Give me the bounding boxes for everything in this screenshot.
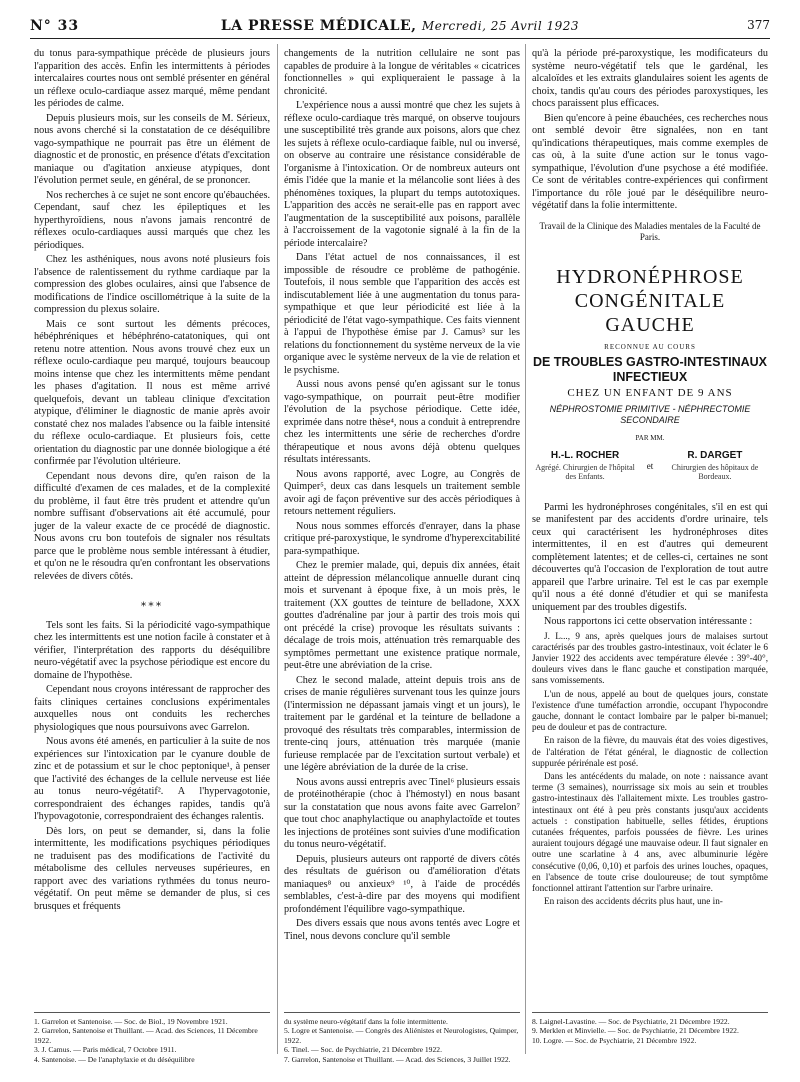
article-patient: CHEZ UN ENFANT DE 9 ANS bbox=[567, 387, 733, 399]
footnote: 8. Laignel-Lavastine. — Soc. de Psychiatrie, 21 Décembre 1922. bbox=[532, 1017, 730, 1026]
paragraph: L'expérience nous a aussi montré que chez les sujets à réflexe oculo-cardiaque très marqué, on observe toujours une susceptibilité très grande aux poisons, alors que chez les sujets à réflexe oculo-cardiaque faible, nul ou inversé, on observe au contraire une résistance considérable de l'organisme à l'intoxication. Or de nombreux auteurs ont émis l'idée que la manie et la mélancolie sont liées à des phénomènes toxiques, la plupart du temps autotoxiques. L'apparition des accès ne serait-elle pas en rapport avec l'augmentation de la susceptibilité aux poisons, parallèle à l'accroissement de la vagotonie signalé à la fin de la période intercalaire? bbox=[284, 100, 520, 249]
footnote: 1. Garrelon et Santenoise. — Soc. de Biol., 19 Novembre 1921. bbox=[34, 1017, 228, 1026]
page-number: 377 bbox=[747, 18, 770, 32]
paragraph: Nous rapportons ici cette observation intéressante : bbox=[544, 616, 753, 627]
paragraph: Nos recherches à ce sujet ne sont encore qu'ébauchées. Cependant, sauf chez les épileptiques et les hyperthyroïdiens, nous n'avons jamais rencontré de réflexes oculo-cardiaques aussi marqués que chez les périodiques. bbox=[34, 189, 270, 251]
observation-paragraph: J. L..., 9 ans, après quelques jours de malaises surtout caractérisés par des troubles gastro-intestinaux, voit éclater le 6 Janvier 1922 des accidents avec température élevée : 39°-40°, douleurs vives dans le flanc gauche et constipation marquée, sans vomissements. bbox=[532, 630, 768, 686]
footnote: 5. Logre et Santenoise. — Congrès des Aliénistes et Neurologistes, Quimper, 1922. bbox=[284, 1026, 519, 1045]
page-header bbox=[30, 18, 770, 40]
paragraph: Bien qu'encore à peine ébauchées, ces recherches nous ont semblé devoir être signalées, non en tant qu'indications thérapeutiques, mais comme exemples de cas où, à la suite d'une action sur le tonus vago-sympathique, l'évolution d'une psychose a été modifiée. Ce sont de véritables contre-expériences qui confirment l'importance du rôle joué par le déséquilibre neuro-végétatif dans la folie intermittente. bbox=[532, 112, 768, 211]
paragraph: Nous avons été amenés, en particulier à la suite de nos expériences sur l'intoxication par le cyanure double de zinc et de potassium et sur le choc peptonique¹, à penser que l'activité des échanges de la cellule nerveuse est liée au tonus neuro-végétatif². A l'hypervagotonie, correspondraient des échanges rapides, tandis qu'à l'hypovagotonie, correspondraient des échanges ralentis. bbox=[34, 736, 270, 822]
column-divider bbox=[277, 44, 278, 1054]
footnote: 3. J. Camus. — Paris médical, 7 Octobre 1911. bbox=[34, 1045, 177, 1055]
paragraph: Parmi les hydronéphroses congénitales, s'il en est qui se manifestent par des accidents d'ordre urinaire, tels ceux qui caractérisent les hydronéphroses dites intermittentes, il en est d'autres qui demeurent complètement latentes; et de celles-ci, certaines ne sont découvertes qu'à l'occasion de l'exploration de tout autre appareil que l'arbre urinaire. Tel est le cas par exemple qu'il nous a été donné d'étudier et qui se manifesta uniquement par des troubles digestifs. bbox=[532, 501, 768, 613]
journal-title bbox=[30, 18, 770, 34]
observation-paragraph: En raison des accidents décrits plus haut, une in- bbox=[544, 896, 723, 907]
author-role: Chirurgien des hôpitaux de Bordeaux. bbox=[671, 462, 759, 481]
article-par: PAR MM. bbox=[635, 433, 665, 442]
paragraph: Des divers essais que nous avons tentés avec Logre et Tinel, nous devons conclure qu'il semble bbox=[284, 918, 520, 942]
footnote: 6. Tinel. — Soc. de Psychiatrie, 21 Décembre 1922. bbox=[284, 1045, 442, 1055]
paragraph: Chez le premier malade, qui, depuis dix années, était atteint de dépression mélancolique annuelle durant cinq mois et survenant à époque fixe, à un mois près, le traitement (XX gouttes de teinture de belladone, XXX gouttes d'adrénaline par jour à partir des trois mois qui ont précédé la crise) provoque les résultats suivants : décalage de trois mois, atténuation très remarquable des symptômes permettant une existence pratique normale, peut-être une abréviation de la crise. bbox=[284, 560, 520, 671]
paragraph: Chez le second malade, atteint depuis trois ans de crises de manie régulières survenant tous les quinze jours (l'intermission ne dépassant jamais vingt et un jours), le traitement par le gardénal et la teinture de belladone a provoqué des résultats très comparables, intermission de trente-cinq jours, atténuation très marquée (manie furieuse remplacée par de l'excitation surtout verbale) et une légère abréviation de la durée de la crise. bbox=[284, 674, 520, 773]
paragraph: Dans l'état actuel de nos connaissances, il est impossible de résoudre ce problème de pathogénie. Toutefois, il nous semble que l'apparition des accès est indiscutablement liée à une augmentation du tonus para-sympathique et que leur périodicité est liée à la périodicité de l'état vago-sympathique. Ces faits viennent à l'appui de l'hypothèse émise par J. Camus³ sur les relations du fonctionnement du système nerveux de la vie organique avec le système nerveux de la vie de relation et le psychisme. bbox=[284, 252, 520, 376]
footnote: 9. Merklen et Minvielle. — Soc. de Psychiatrie, 21 Décembre 1922. bbox=[532, 1026, 739, 1036]
paragraph: changements de la nutrition cellulaire ne sont pas capables de produire à la longue de véritables « cicatrices fonctionnelles » qui expliqueraient le passage à la chronicité. bbox=[284, 48, 520, 97]
paragraph: Nous avons rapporté, avec Logre, au Congrès de Quimper⁵, deux cas dans lesquels un traitement semble avoir agi de façon préventive sur des accès périodiques à retours nettement réguliers. bbox=[284, 468, 520, 517]
institution-note: Travail de la Clinique des Maladies mentales de la Faculté de Paris. bbox=[539, 220, 761, 242]
paragraph: Cependant nous devons dire, qu'en raison de la difficulté d'examen de ces malades, et de la complexité du problème, il faut être très prudent et attendre qu'un nombre suffisant d'observations ait été accumulé, pour juger de la valeur exacte de ce procédé de diagnostic. Nous avons cru bon toutefois de signaler nos résultats parce que le problème nous semble intéressant à étudier, et qu'on ne le résoudra qu'en confrontant les observations relevées de divers côtés. bbox=[34, 470, 270, 582]
author-name: R. DARGET bbox=[687, 450, 743, 461]
footnote: 7. Garrelon, Santenoise et Thuillant. — Acad. des Sciences, 3 Juillet 1922. bbox=[284, 1054, 511, 1064]
article-procedure: NÉPHROSTOMIE PRIMITIVE - NÉPHRECTOMIE SECONDAIRE bbox=[549, 403, 751, 425]
author-rocher bbox=[532, 450, 638, 482]
journal-name: LA PRESSE MÉDICALE, bbox=[220, 18, 417, 34]
author-conjunction: et bbox=[646, 460, 654, 471]
authors bbox=[532, 450, 768, 482]
footnotes-middle bbox=[284, 1012, 520, 1064]
article-reconnue: RECONNUE AU COURS bbox=[604, 342, 696, 351]
author-darget bbox=[662, 450, 768, 482]
column-middle bbox=[284, 48, 520, 945]
paragraph: Nous avons aussi entrepris avec Tinel⁶ plusieurs essais de protéinothérapie (choc à l'hémostyl) en nous basant sur la constatation que nous avons faite avec Garrelon⁷ que tout choc anaphylactique ou anaphylactoïde et toutes les injections de protéines sont suivies d'une modification du tonus neuro-végétatif. bbox=[284, 776, 520, 850]
footnote: 2. Garrelon, Santenoise et Thuillant. — Acad. des Sciences, 11 Décembre 1922. bbox=[34, 1026, 258, 1045]
paragraph: Tels sont les faits. Si la périodicité vago-sympathique chez les intermittents est une notion facile à constater et à vérifier, l'interprétation des rapports du déséquilibre neuro-végétatif avec la psychose périodique est encore du domaine de l'hypothèse. bbox=[34, 619, 270, 681]
section-separator: ⁎⁎⁎ bbox=[140, 597, 164, 609]
issue-number: N° 33 bbox=[30, 18, 80, 34]
footnotes-right bbox=[532, 1012, 768, 1045]
paragraph: du tonus para-sympathique précède de plusieurs jours l'apparition des accès. Enfin les intermittents à périodes intercalaires courtes nous ont semblé présenter en général un réflexe oculo-cardiaque assez marqué, même pendant les périodes de calme. bbox=[34, 48, 270, 109]
footnote: 4. Santenoise. — De l'anaphylaxie et du déséquilibre bbox=[34, 1054, 195, 1064]
footnotes-left bbox=[34, 1012, 270, 1064]
paragraph: Chez les asthéniques, nous avons noté plusieurs fois l'absence de ralentissement du rythme cardiaque par la compression des globes oculaires, ainsi que l'absence de modifications de l'indice oscillométrique à la suite de la compression du plexus solaire. bbox=[34, 254, 270, 315]
column-right bbox=[532, 48, 768, 909]
observation-paragraph: L'un de nous, appelé au bout de quelques jours, constate l'existence d'une tuméfaction arrondie, occupant l'hypocondre gauche, donnant le contact lombaire par le palper bi-manuel; peu de douleur et pas de contracture. bbox=[532, 688, 768, 733]
footnote: du système neuro-végétatif dans la folie intermittente. bbox=[284, 1017, 448, 1026]
observation bbox=[532, 631, 768, 908]
paragraph: Depuis, plusieurs auteurs ont rapporté de divers côtés des résultats de guérison ou d'amélioration d'états maniaques⁸ ou anxieux⁹ ¹⁰, à l'aide de procédés semblables, c'est-à-dire par des moyens qui modifient profondément l'équilibre vago-sympathique. bbox=[284, 853, 520, 915]
paragraph: Dès lors, on peut se demander, si, dans la folie intermittente, les modifications psychiques périodiques ne traduisent pas des modifications de l'activité du métabolisme des cellules nerveuses supérieures, en rapport avec des variations rythmées du tonus neuro-végétatif. On peut même se demander de plus, si ces brusques et fréquents bbox=[34, 825, 270, 912]
footnote: 10. Logre. — Soc. de Psychiatrie, 21 Décembre 1922. bbox=[532, 1035, 697, 1045]
column-divider bbox=[525, 44, 526, 1054]
paragraph: Aussi nous avons pensé qu'en agissant sur le tonus vago-sympathique, on pourrait peut-être modifier l'évolution de la psychose périodique. Cette idée, exprimée dans notre thèse⁴, nous a conduit à entreprendre chez les intermittents une série de recherches d'ordre thérapeutique et nous avons déjà obtenu quelques résultats intéressants. bbox=[284, 379, 520, 465]
paragraph: Mais ce sont surtout les déments précoces, hébéphréniques et hébéphréno-catatoniques, qui ont retenu notre attention. Nous avons trouvé chez eux un réflexe oculo-cardiaque peu marqué, toujours beaucoup moins intense que chez les intermittents même pendant les phases d'agitation. Il nous est même arrivé quelquefois, devant un tableau clinique d'excitation atypique, d'éliminer le diagnostic de manie après avoir constaté chez nos malades l'absence ou la faible intensité du réflexe oculo-cardiaque. Et plusieurs fois, cette orientation du diagnostic par une donnée biologique a été confirmée par l'évolution ultérieure. bbox=[34, 318, 270, 467]
observation-paragraph: En raison de la fièvre, du mauvais état des voies digestives, de l'altération de l'état général, le diagnostic de collection suppurée périrénale est posé. bbox=[532, 735, 768, 768]
author-name: H.-L. ROCHER bbox=[550, 450, 620, 461]
author-role: Agrégé. Chirurgien de l'hôpital des Enfants. bbox=[535, 462, 635, 481]
article-heading bbox=[532, 265, 768, 482]
column-left bbox=[34, 48, 270, 915]
observation-paragraph: Dans les antécédents du malade, on note : naissance avant terme (3 semaines), nourrissage six mois au sein et troubles gastro-intestinaux dès l'allaitement mixte. Les troubles gastro-intestinaux ont été à peu près constants jusqu'aux accidents actuels : constipation habituelle, selles fétides, éruptions cutanées fréquentes, parfois poussées de fièvre. Les urines auraient toujours dégagé une mauvaise odeur. Il faut signaler en outre une scarlatine à 4 ans, avec albuminurie légère consécutive (0,06, 0,10) et parfois des urines louches, opaques, en l'absence de toute crise douloureuse; de tout symptôme fonctionnel attirant l'attention sur l'arbre urinaire. bbox=[532, 770, 768, 893]
paragraph: Nous nous sommes efforcés d'enrayer, dans la phase critique pré-paroxystique, le syndrome d'hyperexcitabilité para-sympathique. bbox=[284, 520, 520, 557]
paragraph: qu'à la période pré-paroxystique, les modificateurs du système neuro-végétatif tels que le gardénal, les alcaloïdes et les extraits glandulaires soient les agents de choix, tandis qu'au cours des périodes paroxystiques, les chocs paraissent plus efficaces. bbox=[532, 48, 768, 109]
header-rule bbox=[30, 38, 770, 39]
issue-date: Mercredi, 25 Avril 1923 bbox=[421, 19, 580, 33]
paragraph: Depuis plusieurs mois, sur les conseils de M. Sérieux, nous avons cherché si la constatation de ce déséquilibre vago-sympathique ne pourrait pas être un élément de diagnostic et de pronostic, en présence d'états d'excitation maniaque ou d'agitation anxieuse atypiques, dont l'évolution permet seule, en général, de se prononcer. bbox=[34, 112, 270, 186]
article-title: HYDRONÉPHROSE CONGÉNITALE GAUCHE bbox=[556, 265, 744, 336]
article-subtitle: DE TROUBLES GASTRO-INTESTINAUX INFECTIEUX bbox=[532, 355, 768, 384]
paragraph: Cependant nous croyons intéressant de rapprocher des faits cliniques certaines conclusions expérimentales auxquelles nous ont conduits les recherches physiologiques que nous poursuivons avec Garrelon. bbox=[34, 684, 270, 733]
